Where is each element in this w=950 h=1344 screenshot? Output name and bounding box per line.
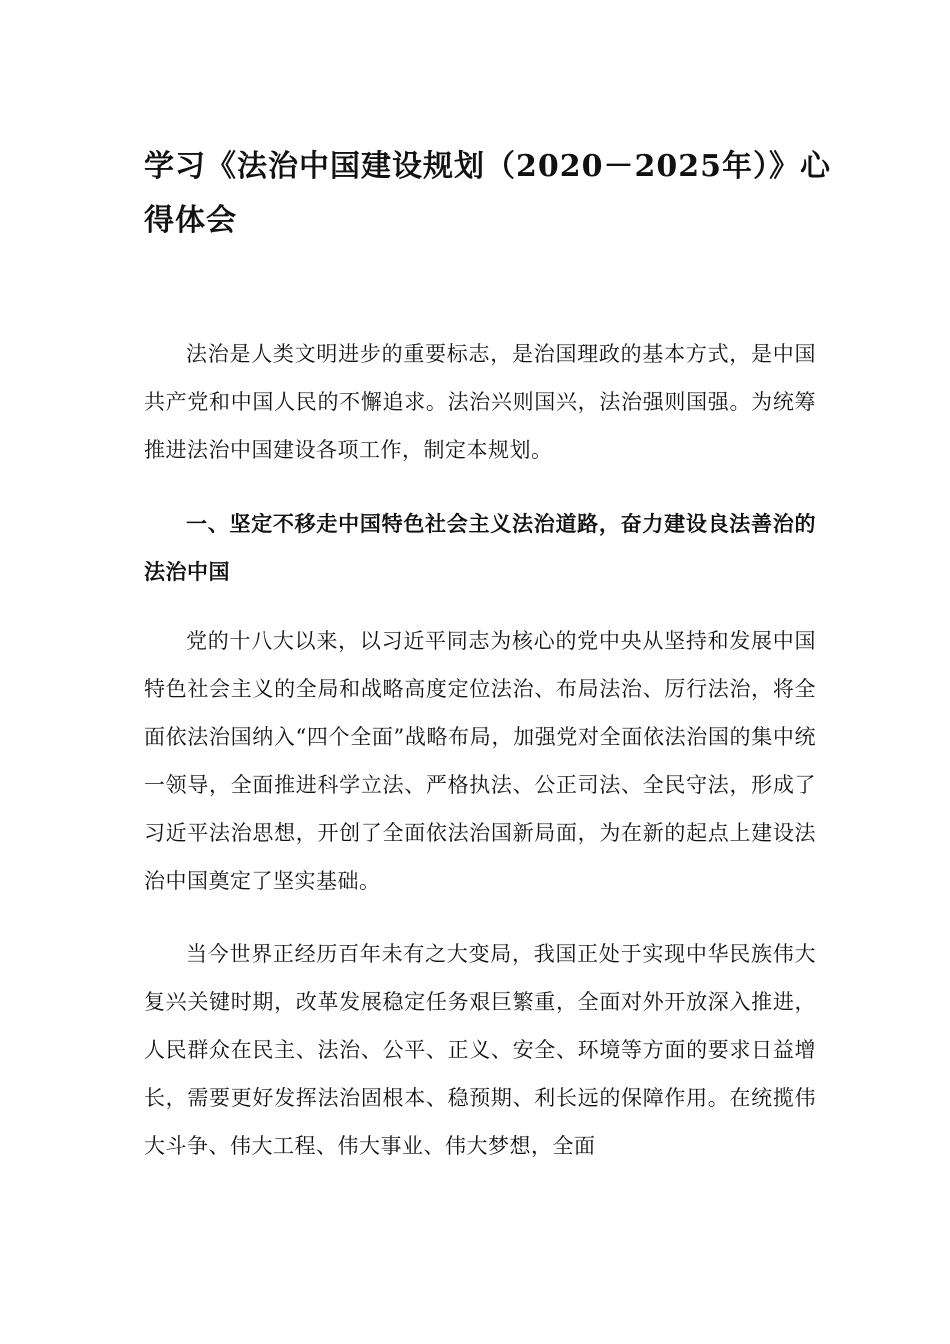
document-title: 学习《法治中国建设规划（2020－2025年）》心得体会 — [144, 149, 831, 238]
paragraph-great-changes: 当今世界正经历百年未有之大变局，我国正处于实现中华民族伟大复兴关键时期，改革发展稳定任务艰巨繁重，全面对外开放深入推进，人民群众在民主、法治、公平、正义、安全、环境等方面的要求日益增长，需要更好发挥法治固根本、稳预期、利长远的保障作用。在统揽伟大斗争、伟大工程、伟大事业、伟大梦想，全面 — [144, 942, 816, 1158]
paragraph-since-18th-congress: 党的十八大以来，以习近平同志为核心的党中央从坚持和发展中国特色社会主义的全局和战略高度定位法治、布局法治、厉行法治，将全面依法治国纳入“四个全面”战略布局，加强党对全面依法治国的集中统一领导，全面推进科学立法、严格执法、公正司法、全民守法，形成了习近平法治思想，开创了全面依法治国新局面，为在新的起点上建设法治中国奠定了坚实基础。 — [144, 629, 816, 893]
section-heading-1: 一、坚定不移走中国特色社会主义法治道路，奋力建设良法善治的法治中国 — [144, 511, 816, 584]
paragraph-intro: 法治是人类文明进步的重要标志，是治国理政的基本方式，是中国共产党和中国人民的不懈追求。法治兴则国兴，法治强则国强。为统筹推进法治中国建设各项工作，制定本规划。 — [144, 342, 816, 462]
